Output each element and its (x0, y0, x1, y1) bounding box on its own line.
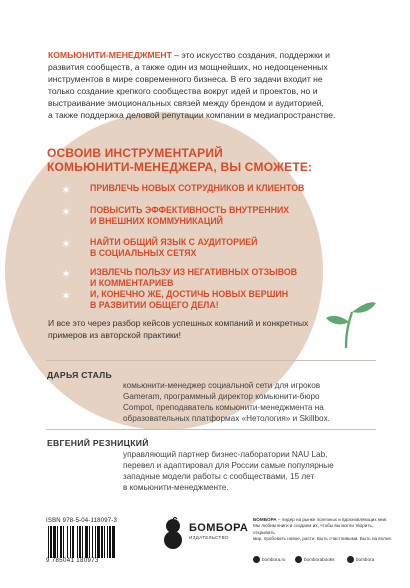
barcode-bar (101, 526, 103, 558)
bio-line: Gameram, программный директор комьюнити-бюро (123, 392, 320, 401)
bio-line: западные модели работы с сообществами, 15 лет (123, 472, 315, 481)
summary-line-1: И все это через разбор кейсов успешных компаний и конкретных (48, 318, 309, 328)
benefit-line: В РАЗВИТИИ ОБЩЕГО ДЕЛА! (90, 300, 219, 310)
bio-line: перевел и адаптировал для России самые популярные (123, 461, 334, 470)
bio-line: Compot, преподаватель комьюнити-менеджмента на (123, 403, 324, 412)
barcode-bar (72, 526, 74, 558)
barcode-bar (48, 526, 49, 558)
intro-lead: КОМЬЮНИТИ-МЕНЕДЖМЕНТ (48, 50, 172, 60)
intro-line-6: а также поддержка деловой репутации компании в медиапространстве. (48, 109, 336, 120)
divider (46, 429, 376, 430)
social-links (253, 556, 393, 566)
barcode-bar (85, 526, 88, 558)
barcode-digits: 9 785041 180973 (46, 558, 99, 564)
bombora-logo-icon (161, 517, 185, 551)
benefit-line: ИЗВЛЕЧЬ ПОЛЬЗУ ИЗ НЕГАТИВНЫХ ОТЗЫВОВ (90, 267, 298, 277)
barcode-bar (97, 526, 100, 558)
barcode-bar (63, 526, 64, 558)
author-bio (123, 380, 388, 424)
barcode-bar (89, 526, 90, 558)
summary-text (48, 318, 378, 341)
bio-line: в комьюнити-менеджменте. (123, 483, 229, 492)
barcode-bar (79, 526, 81, 558)
heading-line-1: ОСВОИВ ИНСТРУМЕНТАРИЙ (47, 146, 223, 160)
barcode-bar (109, 526, 111, 558)
barcode-bar (77, 526, 78, 558)
barcode-bar (107, 526, 108, 558)
isbn: ISBN 978-5-04-118097-3 (46, 518, 117, 524)
barcode-bar (57, 526, 58, 558)
barcode-bar (95, 526, 96, 558)
benefit-line: И ВНЕШНИХ КОММУНИКАЦИЙ (90, 216, 223, 226)
instagram-icon (347, 556, 354, 563)
author-name: ЕВГЕНИЙ РЕЗНИЦКИЙ (47, 438, 149, 448)
bio-line: комьюнити-менеджер социальной сети для игроков (123, 381, 321, 390)
vk-icon (295, 556, 302, 563)
benefit-line: ПРИВЛЕЧЬ НОВЫХ СОТРУДНИКОВ И КЛИЕНТОВ (90, 183, 305, 193)
benefit-line: В СОЦИАЛЬНЫХ СЕТЯХ (90, 248, 197, 258)
social-link-site[interactable]: bombora.ru (253, 556, 286, 564)
heading-line-2: КОМЬЮНИТИ-МЕНЕДЖЕРА, ВЫ СМОЖЕТЕ: (47, 160, 313, 174)
barcode-bar (67, 526, 68, 558)
barcode-block (46, 516, 154, 566)
publisher-info-brand: БОМБОРА (253, 517, 277, 522)
globe-icon (253, 556, 260, 563)
barcode (46, 526, 154, 558)
star-icon: ✶ (61, 183, 72, 197)
social-link-instagram[interactable]: bombora (347, 556, 374, 564)
star-icon: ✶ (61, 237, 72, 251)
publisher-sub: ИЗДАТЕЛЬСТВО (189, 535, 229, 540)
intro-line-3: инструментов в мире современного бизнеса. В его задачи входит не (48, 73, 323, 84)
social-link-vk[interactable]: bomborabooks (295, 556, 334, 564)
publisher-info (253, 517, 393, 542)
author-name: ДАРЬЯ СТАЛЬ (47, 370, 112, 380)
barcode-bar (60, 526, 62, 558)
barcode-bar (104, 526, 105, 558)
star-icon: ✶ (61, 267, 72, 281)
publisher-info-line-1: – лидер на рынке полезных и вдохновляющих книг. (276, 517, 388, 522)
benefit-line: НАЙТИ ОБЩИЙ ЯЗЫК С АУДИТОРИЕЙ (90, 237, 258, 247)
barcode-bar (70, 526, 71, 558)
benefits-heading (47, 146, 327, 174)
intro-line (48, 50, 378, 62)
benefit-line: И КОММЕНТАРИЕВ (90, 278, 174, 288)
intro-line-4: только создание крепкого сообщества вокруг идей и проектов, но и (48, 85, 318, 96)
barcode-bar (50, 526, 52, 558)
publisher-info-line-2: Мы любим книги и создаем их, чтобы вы могли творить, открывать (253, 523, 374, 535)
benefit-line: ПОВЫСИТЬ ЭФФЕКТИВНОСТЬ ВНУТРЕННИХ (90, 205, 290, 215)
publisher-name: БОМБОРА (189, 522, 249, 534)
intro-line-1: – это искусство создания, поддержки и (171, 50, 330, 60)
intro-paragraph (48, 50, 378, 121)
bio-line: образовательных платформах «Нетология» и Skillbox. (123, 414, 330, 423)
star-icon: ✶ (61, 205, 72, 219)
intro-line-2: развития сообществ, а также один из мощнейших, но недооцененных (48, 61, 328, 72)
star-icon: ✶ (61, 289, 72, 303)
summary-line-2: примеров из авторской практики! (48, 329, 181, 340)
divider (46, 360, 376, 361)
bio-line: управляющий партнер бизнес-лаборатории NAU Lab, (123, 450, 328, 459)
publisher-info-line-3: мир, пробовать новое, расти. Быть счастливыми. Быть на волне. (253, 535, 393, 541)
intro-line-5: выстраивание эмоциональных связей между брендом и аудиторией, (48, 97, 324, 108)
barcode-bar (53, 526, 56, 558)
barcode-bar (92, 526, 93, 558)
author-bio (123, 449, 388, 493)
barcode-bar (82, 526, 83, 558)
benefit-line: И, КОНЕЧНО ЖЕ, ДОСТИЧЬ НОВЫХ ВЕРШИН (90, 289, 289, 299)
barcode-bar (112, 526, 115, 558)
